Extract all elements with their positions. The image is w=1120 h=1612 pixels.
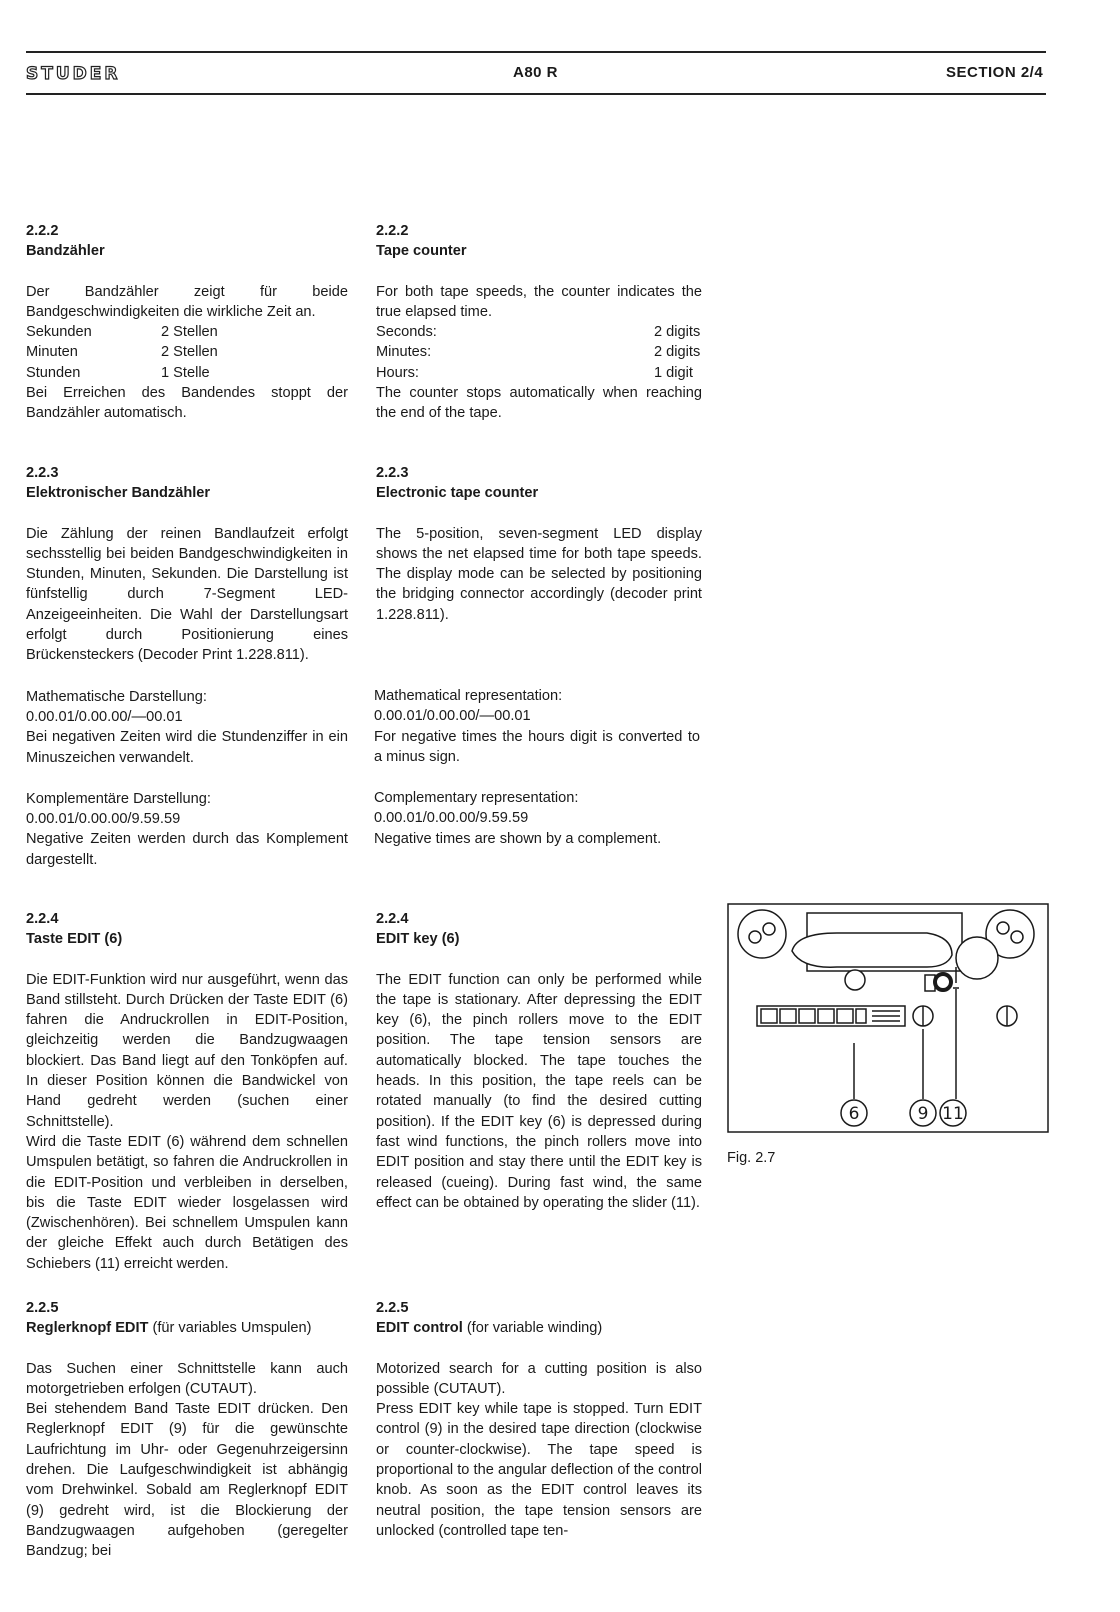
tape-machine-figure	[727, 903, 1049, 1133]
section-title: EDIT key (6)	[376, 931, 460, 948]
section-222-en	[376, 221, 702, 424]
paragraph: The EDIT function can only be performed while the tape is stationary. After depressing the EDIT key (6), the pinch rollers move to the EDIT position. The tape tension sensors are automatically blocked. The tape touches the heads. In this position, the tape reels can be rotated manually (to find the desired cutting position). If the EDIT key (6) is depressed during fast wind functions, the pinch rollers move into EDIT position and stay there until the EDIT key is released (cueing). During fast wind, the same effect can be obtained by operating the slider (11).	[376, 971, 702, 1211]
section-225-en	[376, 1298, 702, 1541]
model-name: A80 R	[513, 64, 559, 81]
spec-row: Seconds: 2 digits	[376, 324, 701, 341]
callout-label: 11	[942, 1104, 964, 1124]
paragraph: Press EDIT key while tape is stopped. Turn EDIT control (9) in the desired tape direction (clockwise or counter-clockwise). The tape speed is proportional to the angular deflection of the control knob. As soon as the EDIT control leaves its neutral position, the tape tension sensors are unlocked (controlled tape ten-	[376, 1401, 702, 1539]
section-224-en	[376, 909, 702, 1213]
paragraph: For both tape speeds, the counter indicates the true elapsed time.	[376, 283, 702, 320]
section-title: Taste EDIT (6)	[26, 931, 123, 948]
paragraph: Negative times are shown by a complement.	[374, 830, 662, 847]
section-title: Electronic tape counter	[376, 485, 539, 502]
section-223-en-math	[374, 686, 700, 849]
section-title: EDIT control (for variable winding)	[376, 1320, 603, 1337]
paragraph: Bei negativen Zeiten wird die Stundenziffer in ein Minuszeichen verwandelt.	[26, 729, 348, 766]
callout-label: 6	[848, 1104, 860, 1124]
complement-value: 0.00.01/0.00.00/9.59.59	[26, 811, 181, 828]
left-reel	[738, 910, 786, 958]
paragraph: The counter stops automatically when reaching the end of the tape.	[376, 385, 702, 422]
math-label: Mathematische Darstellung:	[26, 688, 207, 705]
section-number: 2.2.3	[26, 465, 59, 481]
paragraph: The 5-position, seven-segment LED display shows the net elapsed time for both tape speeds. The display mode can be selected by positioning the bridging connector accordingly (decoder print 1.228.811).	[376, 525, 702, 623]
section-title: Elektronischer Bandzähler	[26, 485, 211, 502]
math-value: 0.00.01/0.00.00/—00.01	[374, 708, 531, 725]
complement-label: Komplementäre Darstellung:	[26, 790, 211, 807]
brand-logo: STUDER	[26, 64, 121, 84]
figure-caption: Fig. 2.7	[727, 1150, 776, 1166]
section-number: 2.2.2	[26, 223, 59, 239]
section-title: Reglerknopf EDIT (für variables Umspulen)	[26, 1320, 312, 1337]
spec-row: Hours: 1 digit	[376, 364, 693, 381]
spec-row: Sekunden 2 Stellen	[26, 324, 218, 341]
section-225-de	[26, 1298, 348, 1562]
callout-label: 9	[917, 1104, 929, 1124]
edit-knob	[935, 974, 951, 990]
paragraph: For negative times the hours digit is converted to a minus sign.	[374, 728, 700, 765]
section-number: 2.2.3	[376, 465, 409, 481]
section-number: 2.2.5	[26, 1300, 59, 1316]
section-223-de	[26, 463, 348, 870]
spec-row: Stunden 1 Stelle	[26, 364, 210, 381]
paragraph: Bei stehendem Band Taste EDIT drücken. Den Reglerknopf EDIT (9) für die gewünschte Laufrichtung im Uhr- oder Gegenuhrzeigersinn drehen. Die Laufgeschwindigkeit ist abhängig vom Drehwinkel. Sobald am Reglerknopf EDIT (9) gedreht wird, ist die Blockierung der Bandzugwaagen aufgehoben (geregelter Bandzug; bei	[26, 1401, 348, 1560]
section-223-en	[376, 463, 702, 625]
paragraph: Wird die Taste EDIT (6) während dem schnellen Umspulen betätigt, so fahren die Andruckrollen in die EDIT-Position und verbleiben in derselben, bis die Taste EDIT wieder losgelassen wird (Zwischenhören). Bei schnellem Umspulen kann der gleiche Effekt auch durch Betätigen des Schiebers (11) erreicht werden.	[26, 1133, 348, 1272]
capstan	[845, 970, 865, 990]
paragraph: Negative Zeiten werden durch das Komplement dargestellt.	[26, 831, 348, 868]
complement-label: Complementary representation:	[374, 790, 579, 807]
section-title: Tape counter	[376, 243, 467, 260]
math-value: 0.00.01/0.00.00/—00.01	[26, 708, 183, 725]
header-top-rule	[26, 51, 1046, 53]
math-label: Mathematical representation:	[374, 688, 563, 704]
paragraph: Der Bandzähler zeigt für beide Bandgeschwindigkeiten die wirkliche Zeit an.	[26, 283, 348, 320]
section-number: 2.2.2	[376, 223, 409, 239]
section-224-de	[26, 909, 348, 1274]
paragraph: Bei Erreichen des Bandendes stoppt der Bandzähler automatisch.	[26, 385, 348, 422]
paragraph: Das Suchen einer Schnittstelle kann auch motorgetrieben erfolgen (CUTAUT).	[26, 1360, 348, 1397]
spec-row: Minuten 2 Stellen	[26, 344, 218, 361]
spec-row: Minutes: 2 digits	[376, 344, 701, 361]
paragraph: Die Zählung der reinen Bandlaufzeit erfolgt sechsstellig bei beiden Bandgeschwindigkeiten in Stunden, Minuten, Sekunden. Die Darstellung ist fünfstellig durch 7-Segment LED-Anzeigeeinheiten. Die Wahl der Darstellungsart erfolgt durch Positionierung eines Brückensteckers (Decoder Print 1.228.811).	[26, 525, 348, 664]
paragraph: Motorized search for a cutting position is also possible (CUTAUT).	[376, 1360, 702, 1397]
section-number: 2.2.4	[26, 911, 59, 927]
header-bottom-rule	[26, 93, 1046, 95]
complement-value: 0.00.01/0.00.00/9.59.59	[374, 810, 529, 827]
section-222-de	[26, 221, 348, 424]
section-number: 2.2.5	[376, 1300, 409, 1316]
section-label: SECTION 2/4	[946, 64, 1044, 81]
paragraph: Die EDIT-Funktion wird nur ausgeführt, wenn das Band stillsteht. Durch Drücken der Taste EDIT (6) fahren die Andruckrollen in EDIT-Position, gleichzeitig werden die Bandzugwaagen blockiert. Das Band liegt auf den Tonköpfen auf. In dieser Position können die Bandwickel von Hand gedreht werden (suchen einer Schnittstelle).	[26, 971, 348, 1130]
section-title: Bandzähler	[26, 243, 105, 260]
section-number: 2.2.4	[376, 911, 409, 927]
